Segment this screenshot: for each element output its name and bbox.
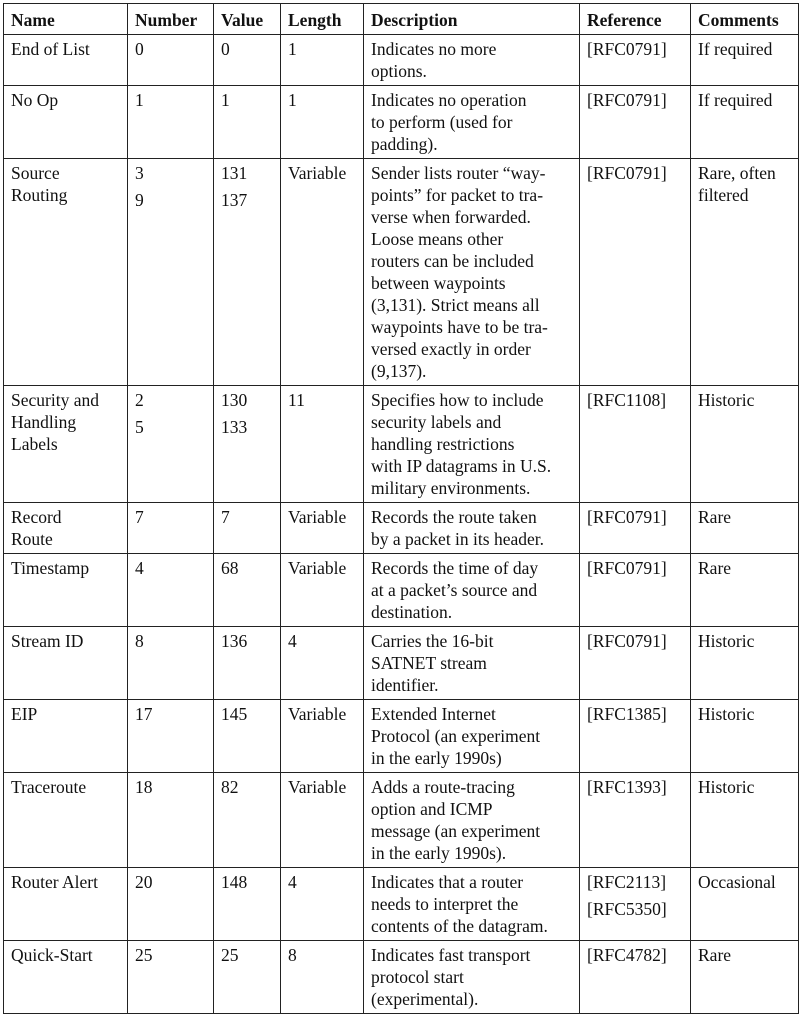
cell-name: Source Routing [4,159,128,386]
cell-number [128,773,214,868]
cell-value-item: 68 [221,558,239,578]
cell-value-item: 130 [221,390,248,410]
cell-reference-item: [RFC5350] [587,899,667,919]
cell-reference [580,554,691,627]
cell-description: Records the route taken by a packet in its header. [364,503,580,554]
cell-length: 8 [281,941,364,1014]
column-header-reference: Reference [580,4,691,35]
cell-description: Records the time of day at a packet’s source and destination. [364,554,580,627]
ip-options-table [3,3,799,1014]
cell-name: Quick-Start [4,941,128,1014]
cell-comments: Rare [691,941,799,1014]
cell-description: Adds a route-tracing option and ICMP message (an experiment in the early 1990s). [364,773,580,868]
cell-value-item: 148 [221,872,248,892]
cell-reference-item: [RFC1385] [587,704,667,724]
cell-length: 1 [281,86,364,159]
cell-number-item: 0 [135,39,144,59]
cell-number [128,627,214,700]
cell-reference-item: [RFC0791] [587,507,667,527]
cell-name: End of List [4,35,128,86]
cell-description: Indicates fast transport protocol start (experimental). [364,941,580,1014]
cell-reference-item: [RFC0791] [587,39,667,59]
cell-comments: Rare, often filtered [691,159,799,386]
cell-comments: If required [691,86,799,159]
cell-number [128,868,214,941]
cell-length: 4 [281,627,364,700]
cell-name: Timestamp [4,554,128,627]
cell-value [214,503,281,554]
cell-length: Variable [281,773,364,868]
cell-number-item: 18 [135,777,153,797]
cell-number [128,503,214,554]
cell-number-item: 8 [135,631,144,651]
cell-number-item: 25 [135,945,153,965]
cell-value [214,554,281,627]
table-row [4,159,799,386]
cell-reference [580,868,691,941]
cell-comments: Rare [691,503,799,554]
cell-comments: Historic [691,700,799,773]
cell-description: Carries the 16-bit SATNET stream identifier. [364,627,580,700]
cell-description: Indicates that a router needs to interpret the contents of the datagram. [364,868,580,941]
cell-reference [580,386,691,503]
cell-value-item: 82 [221,777,239,797]
table-row [4,386,799,503]
table-row [4,941,799,1014]
column-header-comments: Comments [691,4,799,35]
cell-number [128,159,214,386]
cell-value [214,159,281,386]
cell-comments: Occasional [691,868,799,941]
column-header-name: Name [4,4,128,35]
cell-name: No Op [4,86,128,159]
header-row [4,4,799,35]
cell-reference-item: [RFC0791] [587,631,667,651]
cell-number-item: 2 [135,390,144,410]
cell-number-item: 5 [135,417,144,437]
cell-reference [580,35,691,86]
cell-value-item: 145 [221,704,248,724]
cell-reference-item: [RFC0791] [587,163,667,183]
cell-value [214,386,281,503]
cell-number [128,700,214,773]
table-body [4,35,799,1014]
cell-description: Extended Internet Protocol (an experiment in the early 1990s) [364,700,580,773]
cell-number [128,554,214,627]
cell-reference-item: [RFC0791] [587,558,667,578]
cell-reference [580,700,691,773]
cell-description: Specifies how to include security labels and handling restrictions with IP datagrams in U.S. military environments. [364,386,580,503]
cell-length: Variable [281,554,364,627]
cell-name: Security and Handling Labels [4,386,128,503]
column-header-description: Description [364,4,580,35]
table-row [4,554,799,627]
cell-comments: Historic [691,773,799,868]
cell-value-item: 1 [221,90,230,110]
cell-reference [580,941,691,1014]
cell-length: 1 [281,35,364,86]
cell-name: Traceroute [4,773,128,868]
cell-value [214,35,281,86]
cell-reference [580,159,691,386]
cell-value-item: 136 [221,631,248,651]
cell-number-item: 1 [135,90,144,110]
column-header-number: Number [128,4,214,35]
cell-value-item: 133 [221,417,248,437]
cell-length: Variable [281,700,364,773]
cell-value [214,86,281,159]
table-row [4,868,799,941]
cell-value-item: 7 [221,507,230,527]
cell-number-item: 17 [135,704,153,724]
cell-name: EIP [4,700,128,773]
cell-value [214,700,281,773]
table-row [4,86,799,159]
cell-value-item: 131 [221,163,248,183]
cell-length: Variable [281,503,364,554]
cell-reference-item: [RFC0791] [587,90,667,110]
column-header-length: Length [281,4,364,35]
cell-length: Variable [281,159,364,386]
cell-reference [580,773,691,868]
cell-value [214,773,281,868]
table-row [4,503,799,554]
cell-reference [580,627,691,700]
cell-reference-item: [RFC1108] [587,390,667,410]
cell-number-item: 9 [135,190,144,210]
cell-description: Sender lists router “way- points” for packet to tra- verse when forwarded. Loose means other routers can be included between waypoints (3,131). Strict means all waypoints have to be tra- versed exactly in order (9,137). [364,159,580,386]
cell-name: Router Alert [4,868,128,941]
column-header-value: Value [214,4,281,35]
cell-number [128,941,214,1014]
cell-description: Indicates no more options. [364,35,580,86]
cell-value-item: 137 [221,190,248,210]
cell-value-item: 0 [221,39,230,59]
cell-number [128,35,214,86]
cell-reference-item: [RFC4782] [587,945,667,965]
cell-value [214,627,281,700]
cell-name: Stream ID [4,627,128,700]
table-row [4,35,799,86]
table-row [4,700,799,773]
cell-number [128,386,214,503]
cell-reference-item: [RFC2113] [587,872,667,892]
cell-value-item: 25 [221,945,239,965]
table-row [4,773,799,868]
cell-length: 11 [281,386,364,503]
cell-number-item: 4 [135,558,144,578]
table-row [4,627,799,700]
cell-number-item: 20 [135,872,153,892]
cell-reference-item: [RFC1393] [587,777,667,797]
cell-name: Record Route [4,503,128,554]
cell-number-item: 3 [135,163,144,183]
cell-number-item: 7 [135,507,144,527]
cell-value [214,941,281,1014]
cell-length: 4 [281,868,364,941]
cell-reference [580,86,691,159]
cell-reference [580,503,691,554]
cell-comments: Rare [691,554,799,627]
cell-value [214,868,281,941]
cell-comments: Historic [691,627,799,700]
cell-comments: Historic [691,386,799,503]
table-header [4,4,799,35]
cell-number [128,86,214,159]
cell-comments: If required [691,35,799,86]
cell-description: Indicates no operation to perform (used for padding). [364,86,580,159]
